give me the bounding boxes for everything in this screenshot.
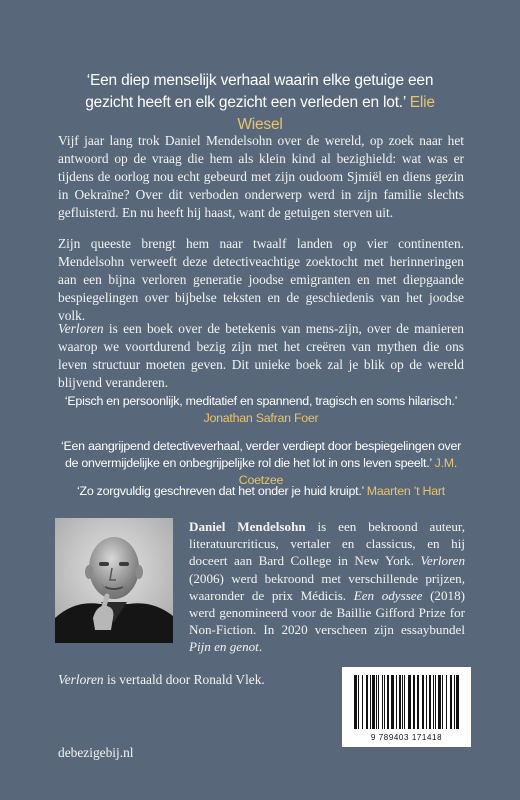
book-title: Pijn en genot xyxy=(189,639,259,655)
barcode-bar xyxy=(362,675,363,729)
barcode-bar xyxy=(382,675,383,729)
barcode-bar xyxy=(446,675,447,729)
barcode-bar xyxy=(429,675,431,729)
blurb-quote-author: J.M. Coetzee xyxy=(238,456,458,487)
author-name: Daniel Mendelsohn xyxy=(189,519,306,534)
author-bio-text: . xyxy=(258,639,263,655)
barcode-bar xyxy=(372,675,375,729)
barcode-bar xyxy=(422,675,424,729)
barcode-bar xyxy=(387,675,389,729)
author-bio-text: is een bekroond auteur, literatuurcriticus, vertaler en classicus, en hij doceert aan Bard College in New York. xyxy=(189,519,465,569)
blurb-quote xyxy=(56,393,466,427)
barcode-bar xyxy=(370,675,371,729)
author-bio-text: (2006) werd bekroond met verschillende prijzen, waaronder de prix Médicis. xyxy=(189,570,465,603)
barcode-bar xyxy=(433,675,434,729)
featured-quote-text: ‘Een diep menselijk verhaal waarin elke getuige een gezicht heeft en elk gezicht een verleden en lot.’ xyxy=(85,72,434,111)
featured-quote xyxy=(70,70,450,136)
isbn-barcode xyxy=(342,667,471,747)
blurb-quote-author: Jonathan Safran Foer xyxy=(203,411,319,425)
isbn-number: 9 789403 171418 xyxy=(370,733,443,742)
barcode-bars xyxy=(344,669,469,731)
book-title: Een odyssee xyxy=(353,587,423,603)
synopsis-paragraph-3 xyxy=(58,320,464,392)
featured-quote-author: Elie Wiesel xyxy=(237,94,435,133)
translator-text: is vertaald door Ronald Vlek. xyxy=(103,672,265,687)
book-title: Verloren xyxy=(420,553,465,569)
author-photo xyxy=(55,518,173,643)
blurb-quote xyxy=(56,483,466,500)
translator-credit xyxy=(58,672,265,688)
synopsis-paragraph-3-text: is een boek over de betekenis van mens-zijn, over de manieren waarop we voortdurend bezig zijn met het creëren van mythen die ons leven structuur moeten geven. Dit unieke boek zal je blik op de wereld blijvend veranderen. xyxy=(58,321,464,390)
blurb-quote-author: Maarten ’t Hart xyxy=(366,484,445,498)
synopsis-paragraph-2: Zijn queeste brengt hem naar twaalf landen op vier continenten. Mendelsohn verweeft deze detectiveachtige zoektocht met herinneringen aan een bijna verloren generatie joodse emigranten en met diepgaande bespiegelingen over bijbelse teksten en de geschiedenis van het joodse volk. xyxy=(58,236,464,323)
blurb-quote xyxy=(56,438,466,489)
barcode-bar xyxy=(378,675,379,729)
author-bio-text: (2018) werd genomineerd voor de Baillie Gifford Prize for Non-Fiction. In 2020 verscheen zijn essaybundel xyxy=(189,587,465,638)
barcode-bar xyxy=(391,675,394,729)
book-title: Verloren xyxy=(58,672,104,687)
blurb-quote-text: ‘Zo zorgvuldig geschreven dat het onder je huid kruipt.’ xyxy=(77,484,364,498)
barcode-bar xyxy=(456,675,459,729)
barcode-bar xyxy=(366,675,368,729)
barcode-bar xyxy=(438,675,441,729)
barcode-bar xyxy=(435,675,436,729)
barcode-bar xyxy=(408,675,411,729)
blurb-quote-text: ‘Een aangrijpend detectiveverhaal, verder verdiept door bespiegelingen over de onvermijdelijke en onbegrijpelijke rol die het lot in ons leven speelt.’ xyxy=(60,439,462,470)
barcode-bar xyxy=(358,675,359,729)
barcode-bar xyxy=(376,675,377,729)
book-title: Verloren xyxy=(58,321,104,336)
barcode-bar xyxy=(417,675,419,729)
barcode-bar xyxy=(442,675,443,729)
barcode-bar xyxy=(384,675,385,729)
barcode-bar xyxy=(396,675,397,729)
barcode-bar xyxy=(454,675,455,729)
author-portrait-illustration xyxy=(55,518,173,643)
publisher-url: debezigebij.nl xyxy=(58,745,134,760)
barcode-bar xyxy=(399,675,401,729)
barcode-bar xyxy=(402,675,403,729)
barcode-bar xyxy=(413,675,415,729)
barcode-bar xyxy=(354,675,357,729)
blurb-quote-text: ‘Episch en persoonlijk, meditatief en spannend, tragisch en soms hilarisch.’ xyxy=(64,394,458,408)
barcode-bar xyxy=(426,675,427,729)
author-bio xyxy=(189,518,465,656)
barcode-bar xyxy=(450,675,452,729)
barcode-bar xyxy=(404,675,405,729)
synopsis-paragraph-1: Vijf jaar lang trok Daniel Mendelsohn over de wereld, op zoek naar het antwoord op de vraag die hem als klein kind al bezighield: wat was er tijdens de oorlog nou echt gebeurd met zijn oudoom Sjmiël en diens gezin in Oekraïne? Over dit verboden onderwerp werd in zijn familie slechts gefluisterd. En nu heeft hij haast, want de getuigen sterven uit. xyxy=(58,133,464,220)
